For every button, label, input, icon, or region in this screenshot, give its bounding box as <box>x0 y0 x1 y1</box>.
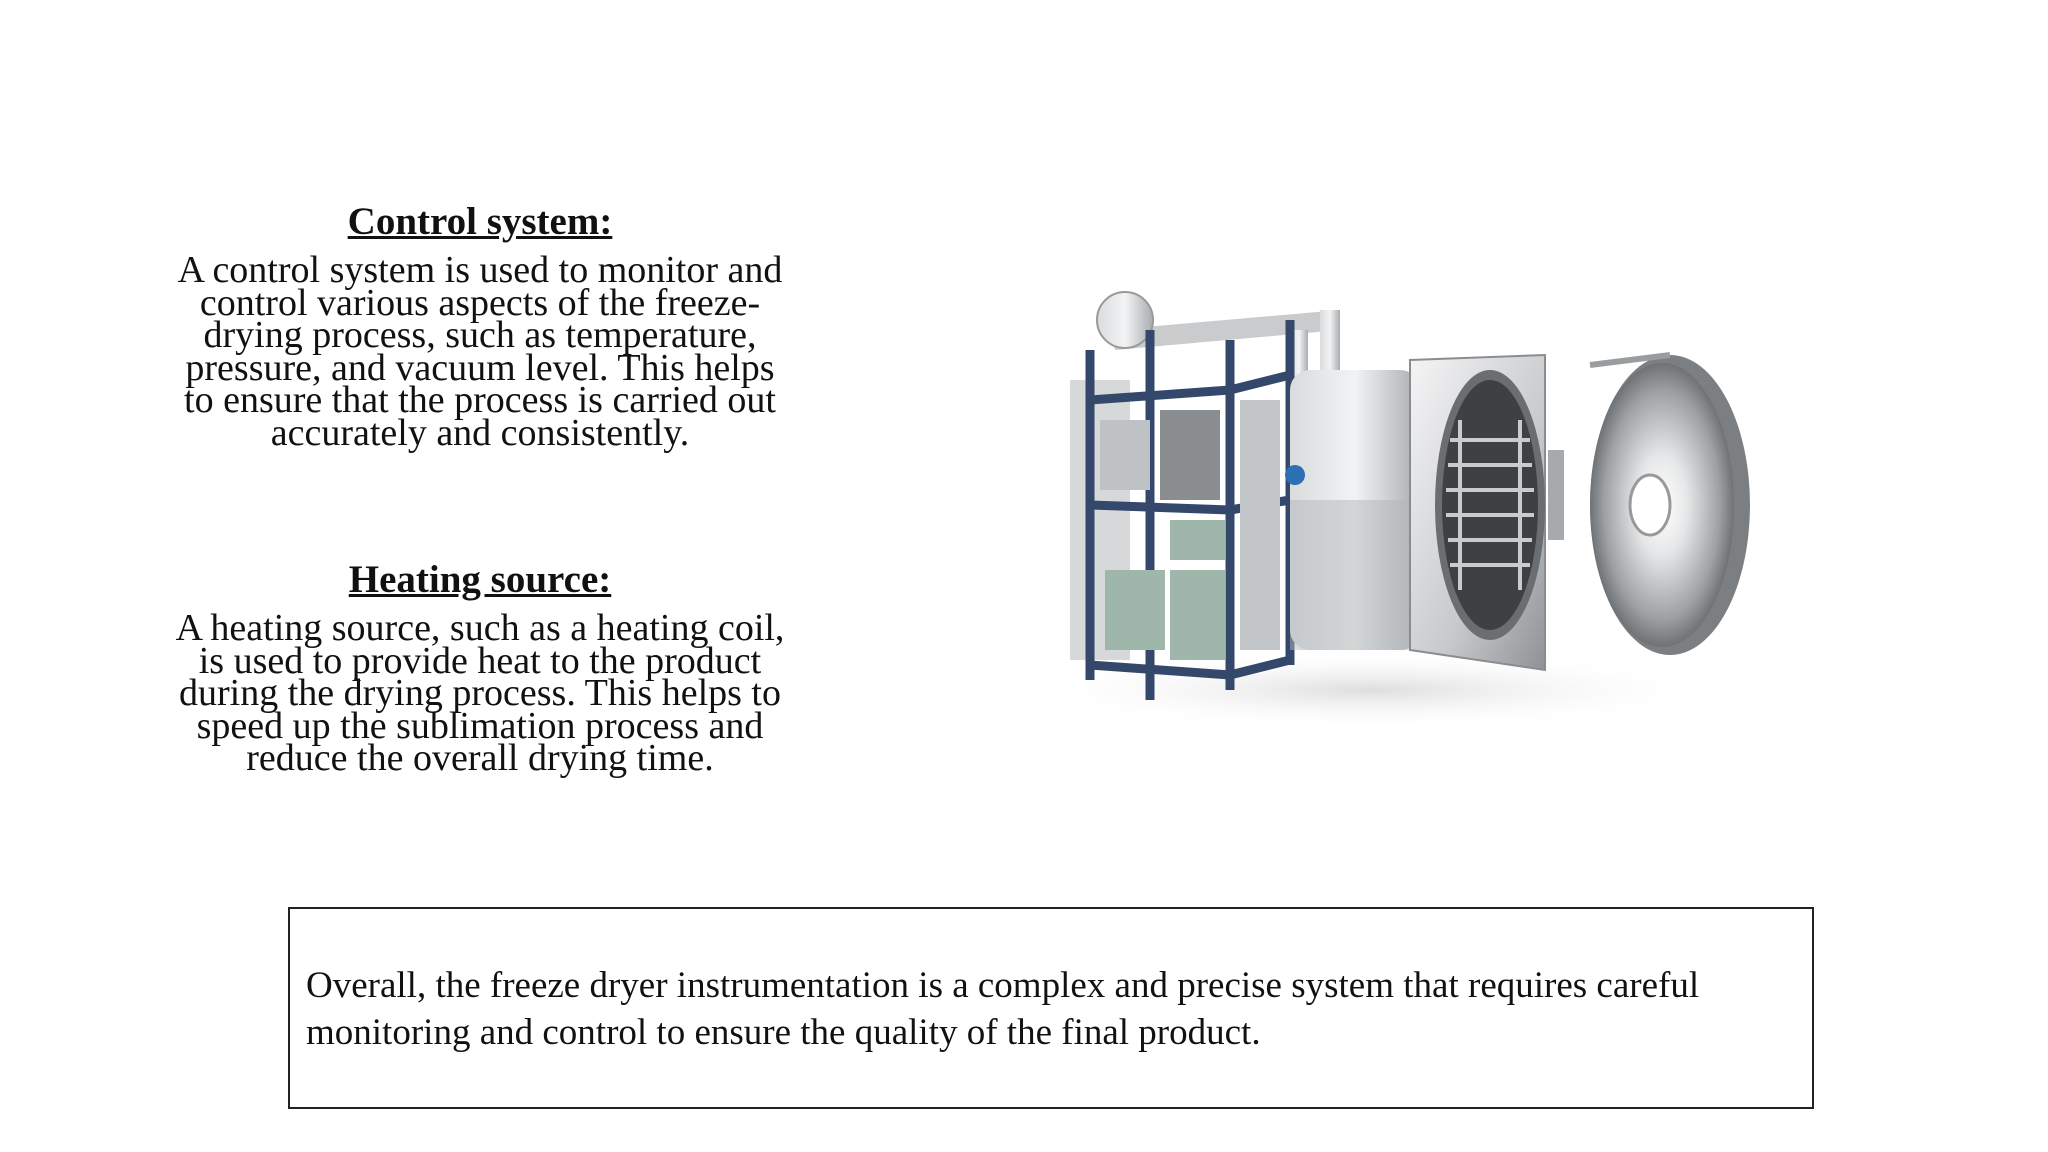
heating-source-text: A heating source, such as a heating coil, is used to provide heat to the product during the drying process. This helps to speed up the sublimation process and reduce the overall drying time. <box>175 607 785 779</box>
heating-source-section <box>170 558 790 779</box>
freeze-dryer-icon <box>990 270 1770 750</box>
control-system-text: A control system is used to monitor and control various aspects of the freeze-drying process, such as temperature, pressure, and vacuum level. This helps to ensure that the process is carried out accurately and consistently. <box>177 249 783 454</box>
summary-text: Overall, the freeze dryer instrumentation is a complex and precise system that requires careful monitoring and control to ensure the quality of the final product. <box>306 965 1700 1053</box>
heating-source-heading: Heating source: <box>348 558 612 601</box>
freeze-dryer-image <box>990 270 1770 750</box>
control-system-section <box>170 200 790 454</box>
summary-box <box>288 907 1814 1109</box>
control-system-heading: Control system: <box>347 200 613 243</box>
